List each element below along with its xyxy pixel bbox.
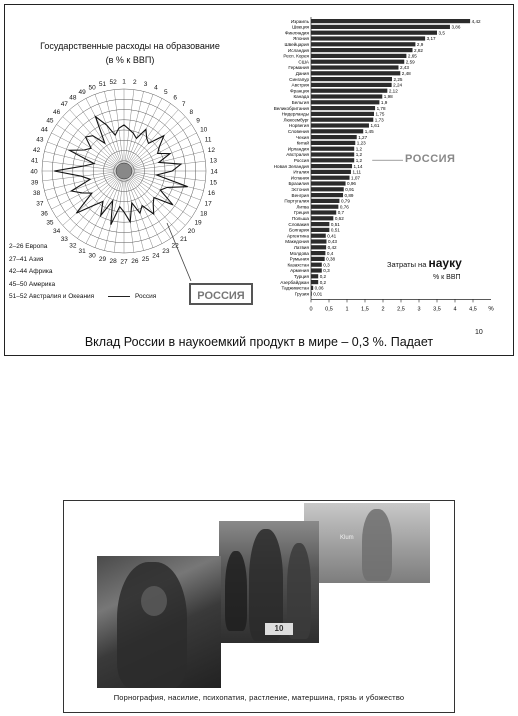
bar-chart-caption xyxy=(387,257,497,284)
radar-spoke xyxy=(95,171,124,248)
radar-axis-label: 52 xyxy=(109,79,117,87)
radar-axis-label: 26 xyxy=(131,257,139,265)
legend-item-america: 45–50 Америка xyxy=(9,280,56,288)
bar xyxy=(311,106,375,110)
bar-value-label: 4,42 xyxy=(471,18,481,24)
legend-item-africa: 42–44 Африка xyxy=(9,268,53,276)
bar-value-label: 2,65 xyxy=(407,53,417,59)
bar-category-label: Словения xyxy=(287,129,309,134)
bar-value-label: 0,96 xyxy=(347,181,357,187)
radar-axis-label: 23 xyxy=(162,248,170,256)
bar-value-label: 0,2 xyxy=(319,274,327,279)
radar-axis-label: 44 xyxy=(40,126,48,134)
bar xyxy=(311,25,450,29)
bar-category-label: Великобритания xyxy=(273,105,309,111)
radar-spoke xyxy=(47,171,124,200)
bar-category-label: Канада xyxy=(293,94,309,100)
bar xyxy=(311,292,312,296)
legend-item-asia: 27–41 Азия xyxy=(9,255,44,263)
legend-item-oceania-label: 51–52 Австралия и Океания xyxy=(9,293,95,301)
bar xyxy=(311,239,326,243)
radar-axis-label: 19 xyxy=(194,219,202,227)
bar-value-label: 2,9 xyxy=(416,42,424,47)
bar-category-label: Македония xyxy=(285,239,309,245)
bar-value-label: 2,48 xyxy=(401,71,411,76)
radar-axis-label: 31 xyxy=(78,248,86,256)
radar-axis-label: 34 xyxy=(53,228,61,236)
radar-axis-label: 15 xyxy=(209,179,217,187)
radar-axis-label: 14 xyxy=(210,168,218,176)
radar-axis-label: 39 xyxy=(31,179,39,187)
x-axis-label: % xyxy=(488,306,494,313)
bar-value-label: 2,12 xyxy=(388,88,398,94)
bar-value-label: 1,14 xyxy=(353,163,363,169)
bar xyxy=(311,205,338,209)
bar-value-label: 1,2 xyxy=(355,146,363,152)
bar xyxy=(311,83,392,87)
bar-value-label: 2,43 xyxy=(399,65,409,71)
bar xyxy=(311,31,437,35)
photo-logo: Klum xyxy=(340,535,354,541)
model-photo-icon xyxy=(304,503,430,583)
bar xyxy=(311,54,406,58)
bar-value-label: 0,42 xyxy=(327,245,337,250)
bar-category-label: Литва xyxy=(296,204,309,210)
bar-category-label: Респ. Корея xyxy=(283,53,309,59)
bar-category-label: Аргентина xyxy=(286,233,309,239)
bar xyxy=(311,65,398,69)
bar xyxy=(311,123,369,127)
bar xyxy=(311,112,374,116)
x-tick-label: 2 xyxy=(381,306,385,313)
bar xyxy=(311,100,379,104)
bar-category-label: Израиль xyxy=(290,18,309,24)
radar-axis-label: 24 xyxy=(152,252,160,260)
bar-value-label: 3,5 xyxy=(438,30,445,36)
bar-category-label: Швеция xyxy=(292,24,309,30)
bar-value-label: 1,73 xyxy=(374,117,384,123)
bar-category-label: США xyxy=(298,59,309,65)
radar-axis-label: 12 xyxy=(207,146,216,154)
bar xyxy=(311,234,326,238)
bar xyxy=(311,216,333,220)
bar xyxy=(311,94,382,98)
radar-axis-label: 47 xyxy=(60,101,68,109)
bar-value-label: 3,86 xyxy=(451,24,461,30)
bar-value-label: 2,25 xyxy=(393,76,403,82)
radar-axis-label: 49 xyxy=(78,88,86,96)
radar-legend xyxy=(9,241,156,304)
x-tick-label: 1 xyxy=(345,306,349,313)
radar-axis-label: 21 xyxy=(180,235,188,243)
bar-category-label: Армения xyxy=(290,268,309,274)
bar-caption-prefix: Затраты на xyxy=(387,260,429,269)
bar-value-label: 0,06 xyxy=(314,285,324,291)
photo-number-badge: 10 xyxy=(265,623,293,635)
bar-category-label: Китай xyxy=(296,140,309,146)
radar-axis-label: 51 xyxy=(98,81,107,89)
bar-category-label: Эстония xyxy=(291,187,309,192)
bar-value-label: 0,41 xyxy=(327,233,337,239)
bar-value-label: 0,38 xyxy=(326,256,336,262)
radar-axis-label: 38 xyxy=(32,190,41,198)
radar-axis-label: 48 xyxy=(69,94,77,102)
bar-category-label: Испания xyxy=(290,175,309,181)
bar xyxy=(311,158,354,162)
radar-axis-label: 40 xyxy=(30,168,38,176)
zombie-photo-icon xyxy=(97,556,221,688)
radar-axis-label: 1 xyxy=(122,78,126,86)
model-figure-icon xyxy=(362,509,392,581)
bar-category-label: Сингапур xyxy=(289,76,309,82)
bar-value-label: 2,24 xyxy=(393,82,403,88)
bar-category-label: Польша xyxy=(291,216,309,221)
bar-category-label: Азербайджан xyxy=(280,279,309,285)
bar-category-label: Италия xyxy=(293,169,309,175)
radar-axis-label: 4 xyxy=(154,84,158,92)
bar xyxy=(311,141,355,145)
bar-value-label: 0,76 xyxy=(339,204,349,210)
bar-value-label: 1,2 xyxy=(355,158,363,163)
radar-axis-label: 45 xyxy=(46,117,54,125)
bar xyxy=(311,245,326,249)
zombie-figure-icon xyxy=(225,551,247,631)
radar-axis-label: 17 xyxy=(204,200,212,208)
bar-category-label: Латвия xyxy=(293,245,309,250)
radar-axis-label: 7 xyxy=(181,101,186,109)
x-tick-label: 1,5 xyxy=(361,306,369,313)
bar-value-label: 0,91 xyxy=(345,187,355,192)
bar xyxy=(311,36,425,40)
bar-category-label: Ирландия xyxy=(287,146,309,152)
radar-chart-title xyxy=(25,39,235,67)
bar-value-label: 3,17 xyxy=(426,36,436,42)
bar-category-label: Австрия xyxy=(291,82,309,88)
radar-spoke xyxy=(124,171,153,248)
slide-education-science xyxy=(4,4,514,356)
bar-value-label: 0,3 xyxy=(323,262,330,268)
x-tick-label: 4 xyxy=(453,306,457,313)
radar-axis-label: 13 xyxy=(209,157,217,165)
bar xyxy=(311,60,404,64)
radar-axis-label: 27 xyxy=(120,258,128,266)
radar-axis-label: 32 xyxy=(69,242,77,250)
bar xyxy=(311,251,325,255)
bar xyxy=(311,222,329,226)
bar-value-label: 1,9 xyxy=(380,100,388,105)
callout-russia-bars: РОССИЯ xyxy=(405,153,456,165)
bar-category-label: Румыния xyxy=(289,256,309,262)
radar-axis-label: 50 xyxy=(88,84,96,92)
bar xyxy=(311,263,322,267)
science-spending-bar-chart xyxy=(237,13,509,333)
radar-spoke xyxy=(47,142,124,171)
collage-caption: Порнография, насилие, психопатия, растление, матершина, грязь и убожество xyxy=(113,693,405,702)
bar-value-label: 0,62 xyxy=(334,216,344,221)
bar xyxy=(311,152,354,156)
radar-axis-label: 43 xyxy=(36,136,44,144)
x-tick-label: 2,5 xyxy=(397,306,405,313)
bar-category-label: Чехия xyxy=(296,134,309,140)
radar-axis-label: 25 xyxy=(141,255,150,263)
radar-axis-label: 35 xyxy=(46,219,54,227)
slide-conclusion: Вклад России в наукоемкий продукт в мире – 0,3 %. Падает xyxy=(84,335,434,349)
bar-value-label: 1,2 xyxy=(355,152,363,158)
radar-title-line2: (в % к ВВП) xyxy=(105,55,155,65)
radar-axis-label: 2 xyxy=(133,79,137,87)
bar-category-label: Португалия xyxy=(284,198,309,204)
bar xyxy=(311,181,346,185)
bar xyxy=(311,268,322,272)
legend-series-russia: Россия xyxy=(135,293,157,301)
x-tick-label: 0 xyxy=(309,306,313,313)
bar-value-label: 2,82 xyxy=(414,47,423,53)
radar-axis-label: 9 xyxy=(196,117,200,125)
radar-axis-label: 29 xyxy=(98,255,107,263)
bar xyxy=(311,71,400,75)
radar-axis-label: 22 xyxy=(171,242,179,250)
zombie-crowd-photo-icon xyxy=(219,521,319,643)
bar-category-label: Австралия xyxy=(286,152,309,158)
radar-axis-label: 3 xyxy=(143,81,148,89)
zombie-figure-icon xyxy=(117,562,187,688)
radar-axis-label: 10 xyxy=(200,126,208,134)
bar-category-label: Япония xyxy=(293,36,309,42)
bar xyxy=(311,286,313,290)
x-tick-label: 3 xyxy=(417,306,421,313)
bar-category-label: Словакия xyxy=(288,221,309,227)
bar xyxy=(311,187,344,191)
bar-value-label: 0,51 xyxy=(330,227,340,233)
bar-value-label: 0,43 xyxy=(327,239,337,245)
bar-value-label: 0,7 xyxy=(337,210,345,216)
bar xyxy=(311,48,413,52)
bar-value-label: 2,59 xyxy=(405,59,415,65)
radar-center xyxy=(116,163,132,179)
legend-line-icon xyxy=(108,296,130,297)
legend-item-oceania xyxy=(9,291,156,304)
bar-value-label: 1,75 xyxy=(375,111,385,117)
bar xyxy=(311,19,470,23)
bar-category-label: Дания xyxy=(295,71,309,76)
x-tick-label: 3,5 xyxy=(433,306,441,313)
bar-value-label: 1,78 xyxy=(376,105,386,111)
bar xyxy=(311,176,350,180)
radar-spoke xyxy=(124,94,153,171)
bar xyxy=(311,164,352,168)
bar-category-label: Болгария xyxy=(289,227,309,233)
bar-value-label: 1,98 xyxy=(383,94,393,100)
bar xyxy=(311,89,387,93)
radar-axis-label: 33 xyxy=(60,235,68,243)
bar-category-label: Нидерланды xyxy=(281,111,309,117)
bar-category-label: Финляндия xyxy=(284,30,309,36)
radar-axis-label: 46 xyxy=(53,108,61,116)
bar-value-label: 0,4 xyxy=(326,250,334,256)
radar-axis-label: 5 xyxy=(164,88,168,96)
bar-category-label: Греция xyxy=(293,210,309,216)
bar-value-label: 1,61 xyxy=(370,123,380,129)
bar xyxy=(311,228,329,232)
bar-value-label: 0,01 xyxy=(313,291,323,297)
bar-value-label: 1,07 xyxy=(351,175,360,181)
bar-category-label: Исландия xyxy=(287,47,309,53)
radar-spoke xyxy=(124,171,201,200)
bar-value-label: 1,45 xyxy=(364,129,374,134)
bar-value-label: 1,11 xyxy=(352,169,362,175)
bar xyxy=(311,257,325,261)
radar-axis-label: 20 xyxy=(187,228,195,236)
bar xyxy=(311,77,392,81)
bar-category-label: Россия xyxy=(293,158,309,163)
bar-category-label: Молдова xyxy=(289,250,309,256)
radar-axis-label: 16 xyxy=(207,190,216,198)
radar-axis-label: 28 xyxy=(109,257,117,265)
radar-title-line1: Государственные расходы на образование xyxy=(40,41,220,51)
bar-value-label: 0,3 xyxy=(323,268,330,274)
radar-axis-label: 41 xyxy=(31,157,39,165)
bar xyxy=(311,199,339,203)
x-tick-label: 4,5 xyxy=(469,306,477,313)
radar-spoke xyxy=(124,142,201,171)
radar-axis-label: 37 xyxy=(36,200,44,208)
bar-category-label: Грузия xyxy=(294,291,309,297)
x-tick-label: 0,5 xyxy=(325,306,333,313)
bar-category-label: Таджикистан xyxy=(281,285,309,291)
bar-value-label: 0,79 xyxy=(340,198,350,204)
bar-category-label: Швейцария xyxy=(284,42,309,47)
bar-category-label: Турция xyxy=(293,274,309,279)
bar xyxy=(311,118,373,122)
bar xyxy=(311,210,336,214)
bar-category-label: Франция xyxy=(290,88,309,94)
bar-value-label: 0,89 xyxy=(344,192,354,198)
radar-axis-label: 42 xyxy=(32,146,41,154)
bar-category-label: Германия xyxy=(288,65,309,71)
radar-axis-label: 18 xyxy=(200,210,208,218)
bar xyxy=(311,135,357,139)
radar-axis-label: 8 xyxy=(189,108,194,116)
bar xyxy=(311,147,354,151)
bar-category-label: Бельгия xyxy=(291,100,309,105)
bar xyxy=(311,280,318,284)
bar xyxy=(311,42,415,46)
bar xyxy=(311,170,351,174)
callout-russia-radar: РОССИЯ xyxy=(189,283,253,305)
page-number: 10 xyxy=(475,329,483,336)
legend-item-europe: 2–26 Европа xyxy=(9,243,48,250)
radar-axis-label: 6 xyxy=(173,94,177,102)
bar-category-label: Люксембург xyxy=(283,117,309,123)
bar-category-label: Венгрия xyxy=(291,192,309,198)
radar-axis-label: 30 xyxy=(88,252,96,260)
bar-value-label: 1,23 xyxy=(356,140,366,146)
bar-value-label: 0,2 xyxy=(319,279,327,285)
radar-spoke xyxy=(95,94,124,171)
radar-axis-label: 36 xyxy=(40,210,48,218)
bar-caption-unit: % к ВВП xyxy=(433,274,461,281)
bar xyxy=(311,193,343,197)
bar-value-label: 1,27 xyxy=(358,134,368,140)
slide-media-collage xyxy=(63,500,455,713)
bar xyxy=(311,274,318,278)
bar-category-label: Новая Зеландия xyxy=(273,163,309,169)
bar xyxy=(311,129,363,133)
radar-axis-label: 11 xyxy=(204,136,212,144)
bar-value-label: 0,51 xyxy=(330,221,340,227)
zombie-face-icon xyxy=(141,586,167,616)
bar-category-label: Бразилия xyxy=(288,181,309,187)
bar-category-label: Казахстан xyxy=(287,262,309,268)
bar-caption-emphasis: науку xyxy=(428,256,462,270)
bar-category-label: Норвегия xyxy=(288,123,309,129)
